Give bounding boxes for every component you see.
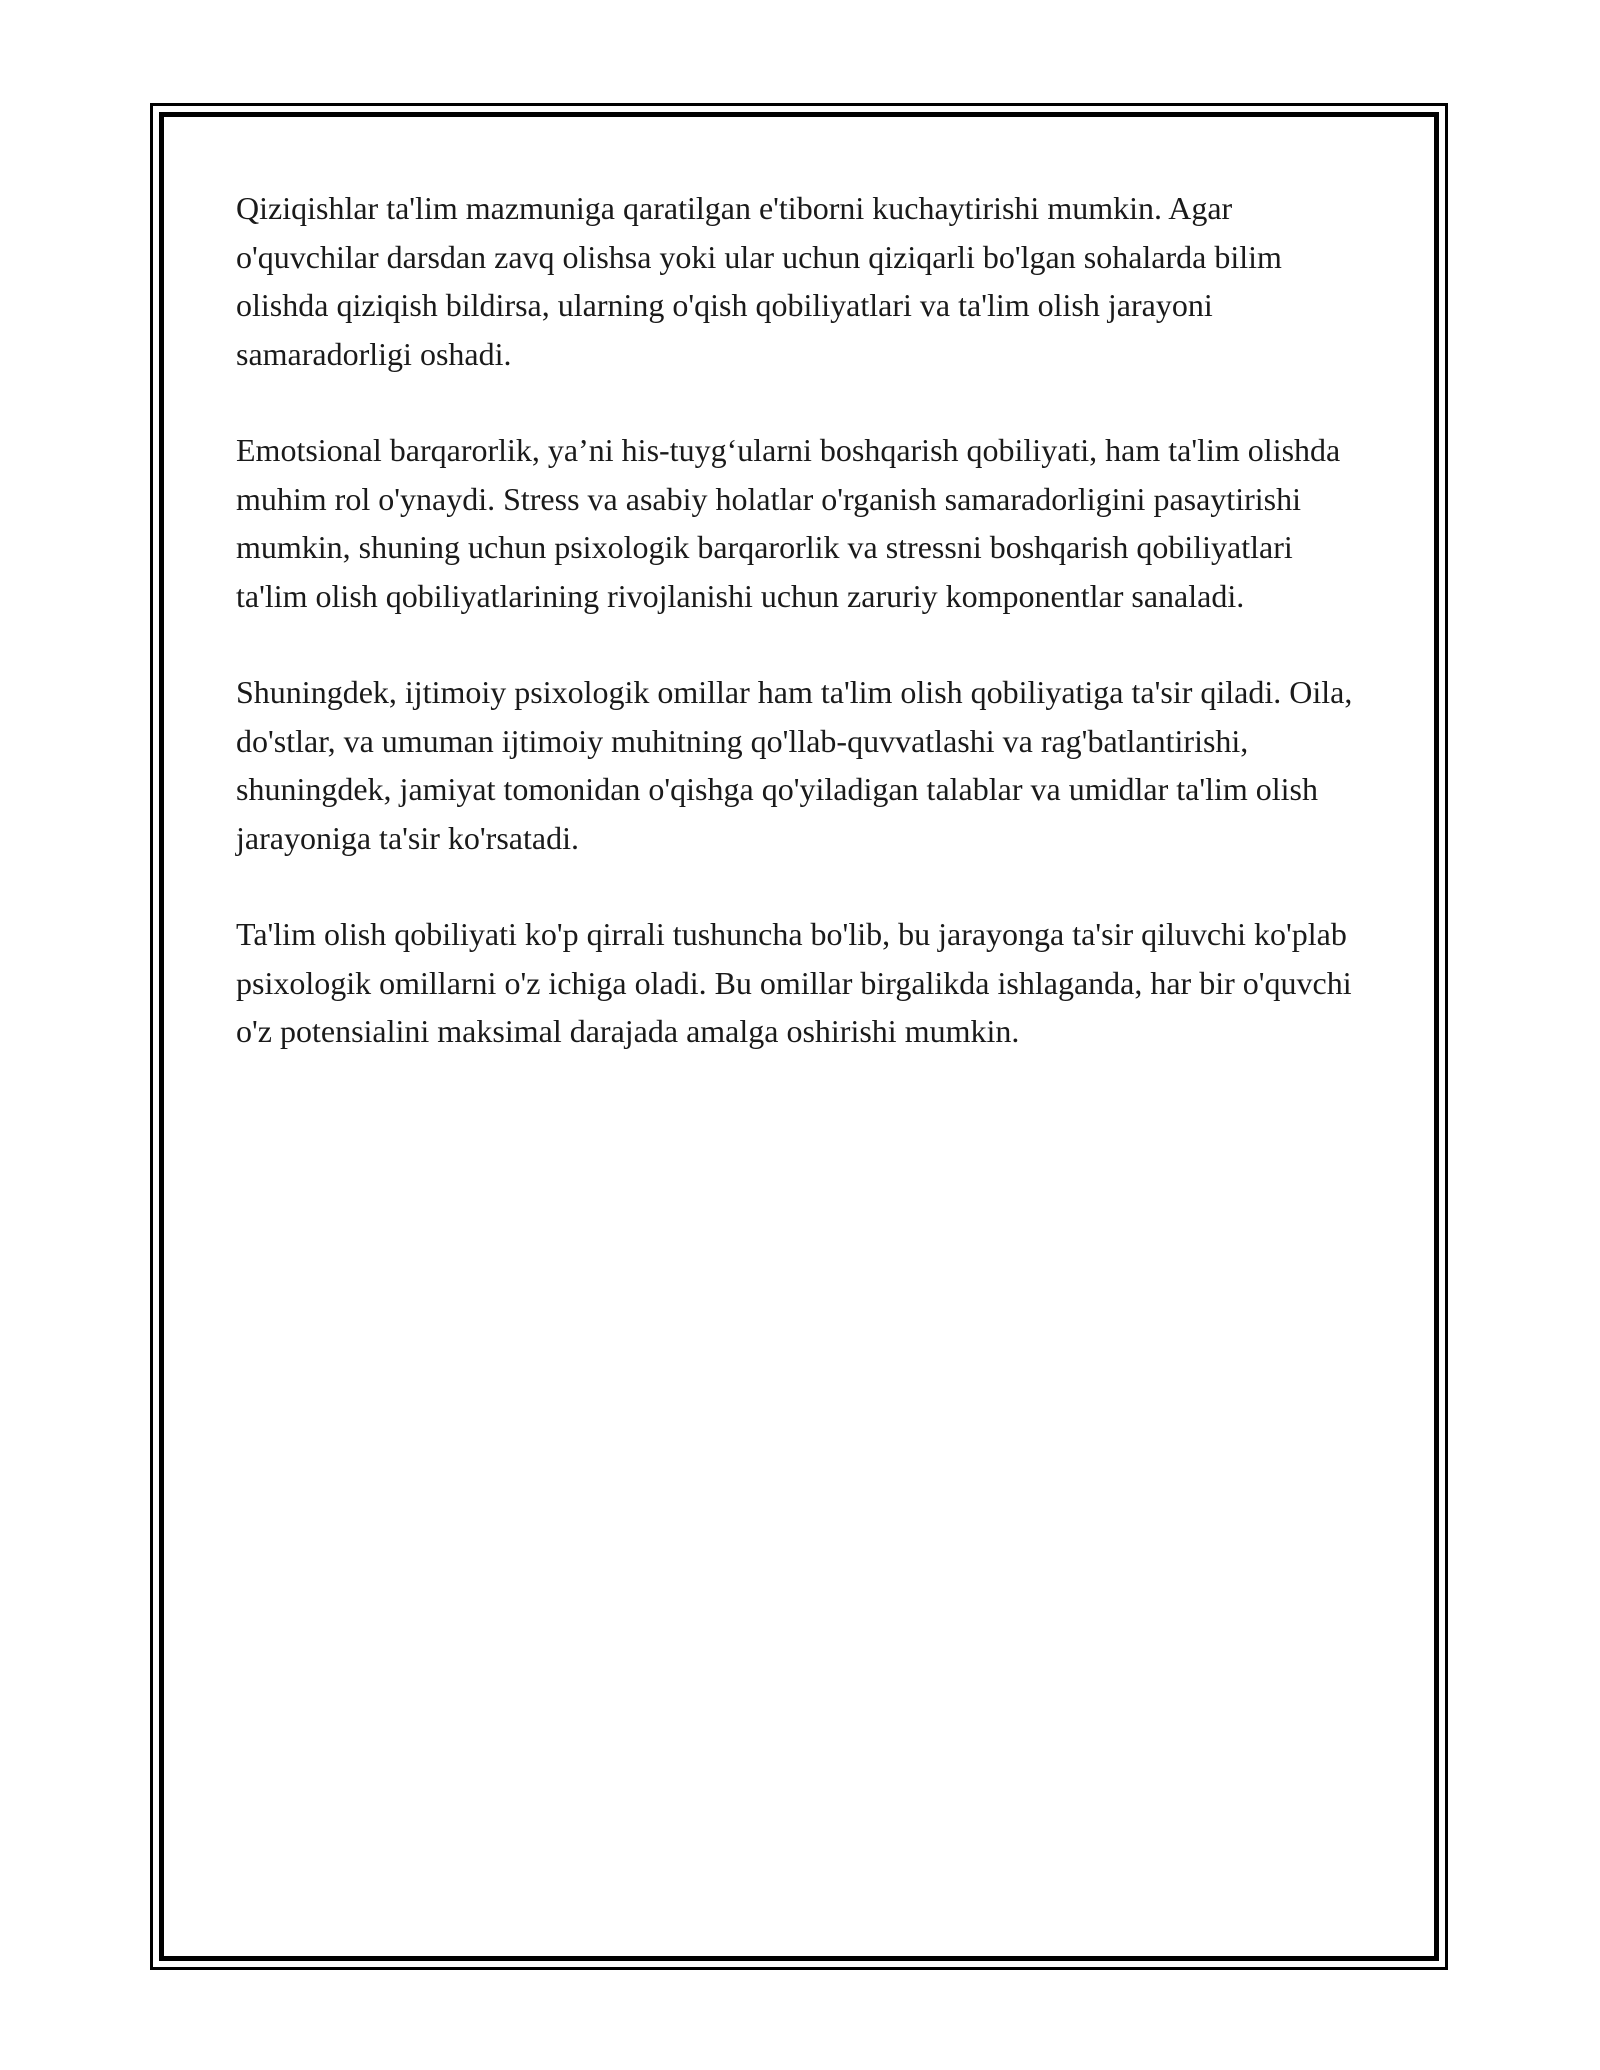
document-body (236, 184, 1366, 1104)
paragraph-conclusion: Ta'lim olish qobiliyati ko'p qirrali tushuncha bo'lib, bu jarayonga ta'sir qiluvchi ko'plab psixologik omillarni o'z ichiga oladi. Bu omillar birgalikda ishlaganda, har bir o'quvchi o'z potensialini maksimal darajada amalga oshirishi mumkin. (236, 916, 1352, 1049)
paragraph-interests: Qiziqishlar ta'lim mazmuniga qaratilgan e'tiborni kuchaytirishi mumkin. Agar o'quvchilar darsdan zavq olishsa yoki ular uchun qiziqarli bo'lgan sohalarda bilim olishda qiziqish bildirsa, ularning o'qish qobiliyatlari va ta'lim olish jarayoni samaradorligi oshadi. (236, 190, 1282, 372)
paragraph-emotional-stability: Emotsional barqarorlik, ya’ni his-tuyg‘ularni boshqarish qobiliyati, ham ta'lim olishda muhim rol o'ynaydi. Stress va asabiy holatlar o'rganish samaradorligini pasaytirishi mumkin, shuning uchun psixologik barqarorlik va stressni boshqarish qobiliyatlari ta'lim olish qobiliyatlarining rivojlanishi uchun zaruriy komponentlar sanaladi. (236, 432, 1341, 614)
paragraph-social-factors: Shuningdek, ijtimoiy psixologik omillar ham ta'lim olish qobiliyatiga ta'sir qiladi. Oila, do'stlar, va umuman ijtimoiy muhitning qo'llab-quvvatlashi va rag'batlantirishi, shuningdek, jamiyat tomonidan o'qishga qo'yiladigan talablar va umidlar ta'lim olish jarayoniga ta'sir ko'rsatadi. (236, 674, 1353, 856)
